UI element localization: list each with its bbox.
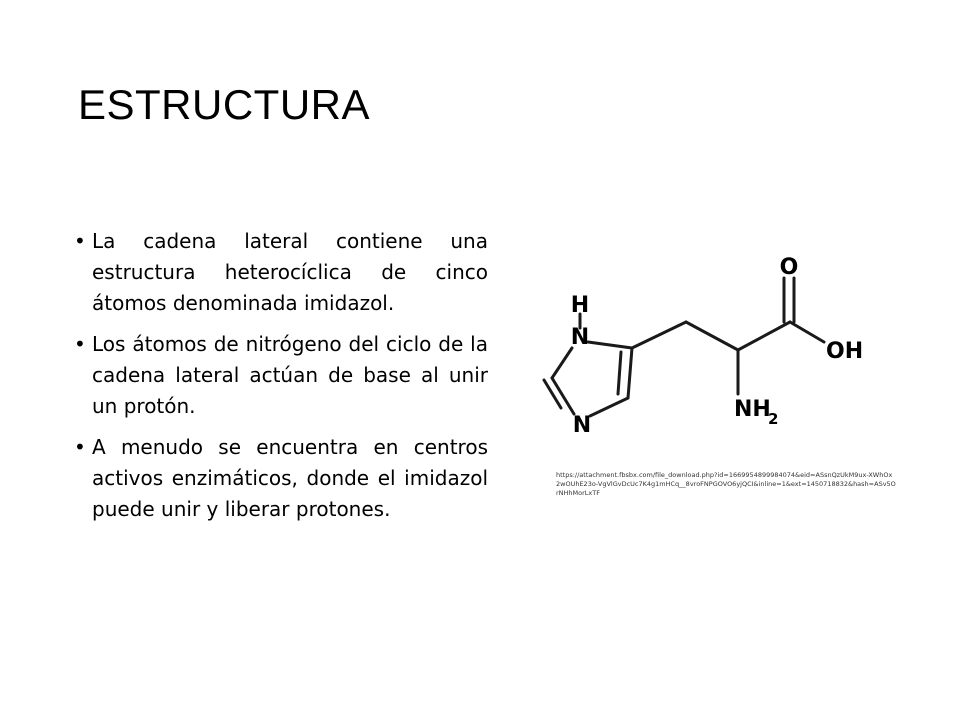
bullet-text: La cadena lateral contiene una estructura heterocíclica de cinco átomos denominada imidazol.: [92, 229, 488, 315]
atom-nh-subscript: 2: [768, 410, 779, 428]
histidine-structure-diagram: [520, 236, 900, 456]
atom-nh-label: NH: [734, 397, 771, 422]
atom-n-bottom-label: N: [572, 413, 592, 438]
bond-c5-c4-double: [618, 352, 621, 394]
bond-c5-c4: [628, 348, 632, 398]
bullet-list: [74, 226, 488, 535]
bullet-text: Los átomos de nitrógeno del ciclo de la cadena lateral actúan de base al unir un protón.: [92, 332, 488, 418]
bullet-dot: •: [74, 229, 86, 253]
atom-n-top-label: N: [570, 325, 590, 350]
bond-cb-ca: [686, 322, 738, 350]
atom-h-label: H: [570, 293, 590, 318]
atom-o-label: O: [779, 255, 799, 280]
bond-n3-c2-double: [544, 380, 561, 408]
bond-c-oh: [790, 322, 824, 342]
bullet-text: A menudo se encuentra en centros activos enzimáticos, donde el imidazol puede unir y liberar protones.: [92, 435, 488, 521]
bullet-dot: •: [74, 332, 86, 356]
atom-oh-label: OH: [826, 339, 864, 364]
image-source-caption: https://attachment.fbsbx.com/file_download.php?id=1669954899984074&eid=ASsnQzUkM9ux-XWhOx2wOUhE23o-VgVlGvDcUc7K4g1mHCq__8vroFNPGOVO6yjQCI&inline=1&ext=1450718832&hash=ASv5OrNHhMorLxTF: [556, 471, 896, 497]
bullet-item: [74, 432, 488, 525]
bullet-item: [74, 226, 488, 319]
slide-title: ESTRUCTURA: [78, 81, 371, 128]
bullet-dot: •: [74, 435, 86, 459]
bond-c5-cb: [632, 322, 686, 348]
bond-ca-c: [738, 322, 790, 350]
bullet-item: [74, 329, 488, 422]
bond-c4-n3: [590, 398, 628, 416]
bond-n1-c5: [588, 342, 632, 348]
bond-c2-n1: [552, 348, 572, 378]
